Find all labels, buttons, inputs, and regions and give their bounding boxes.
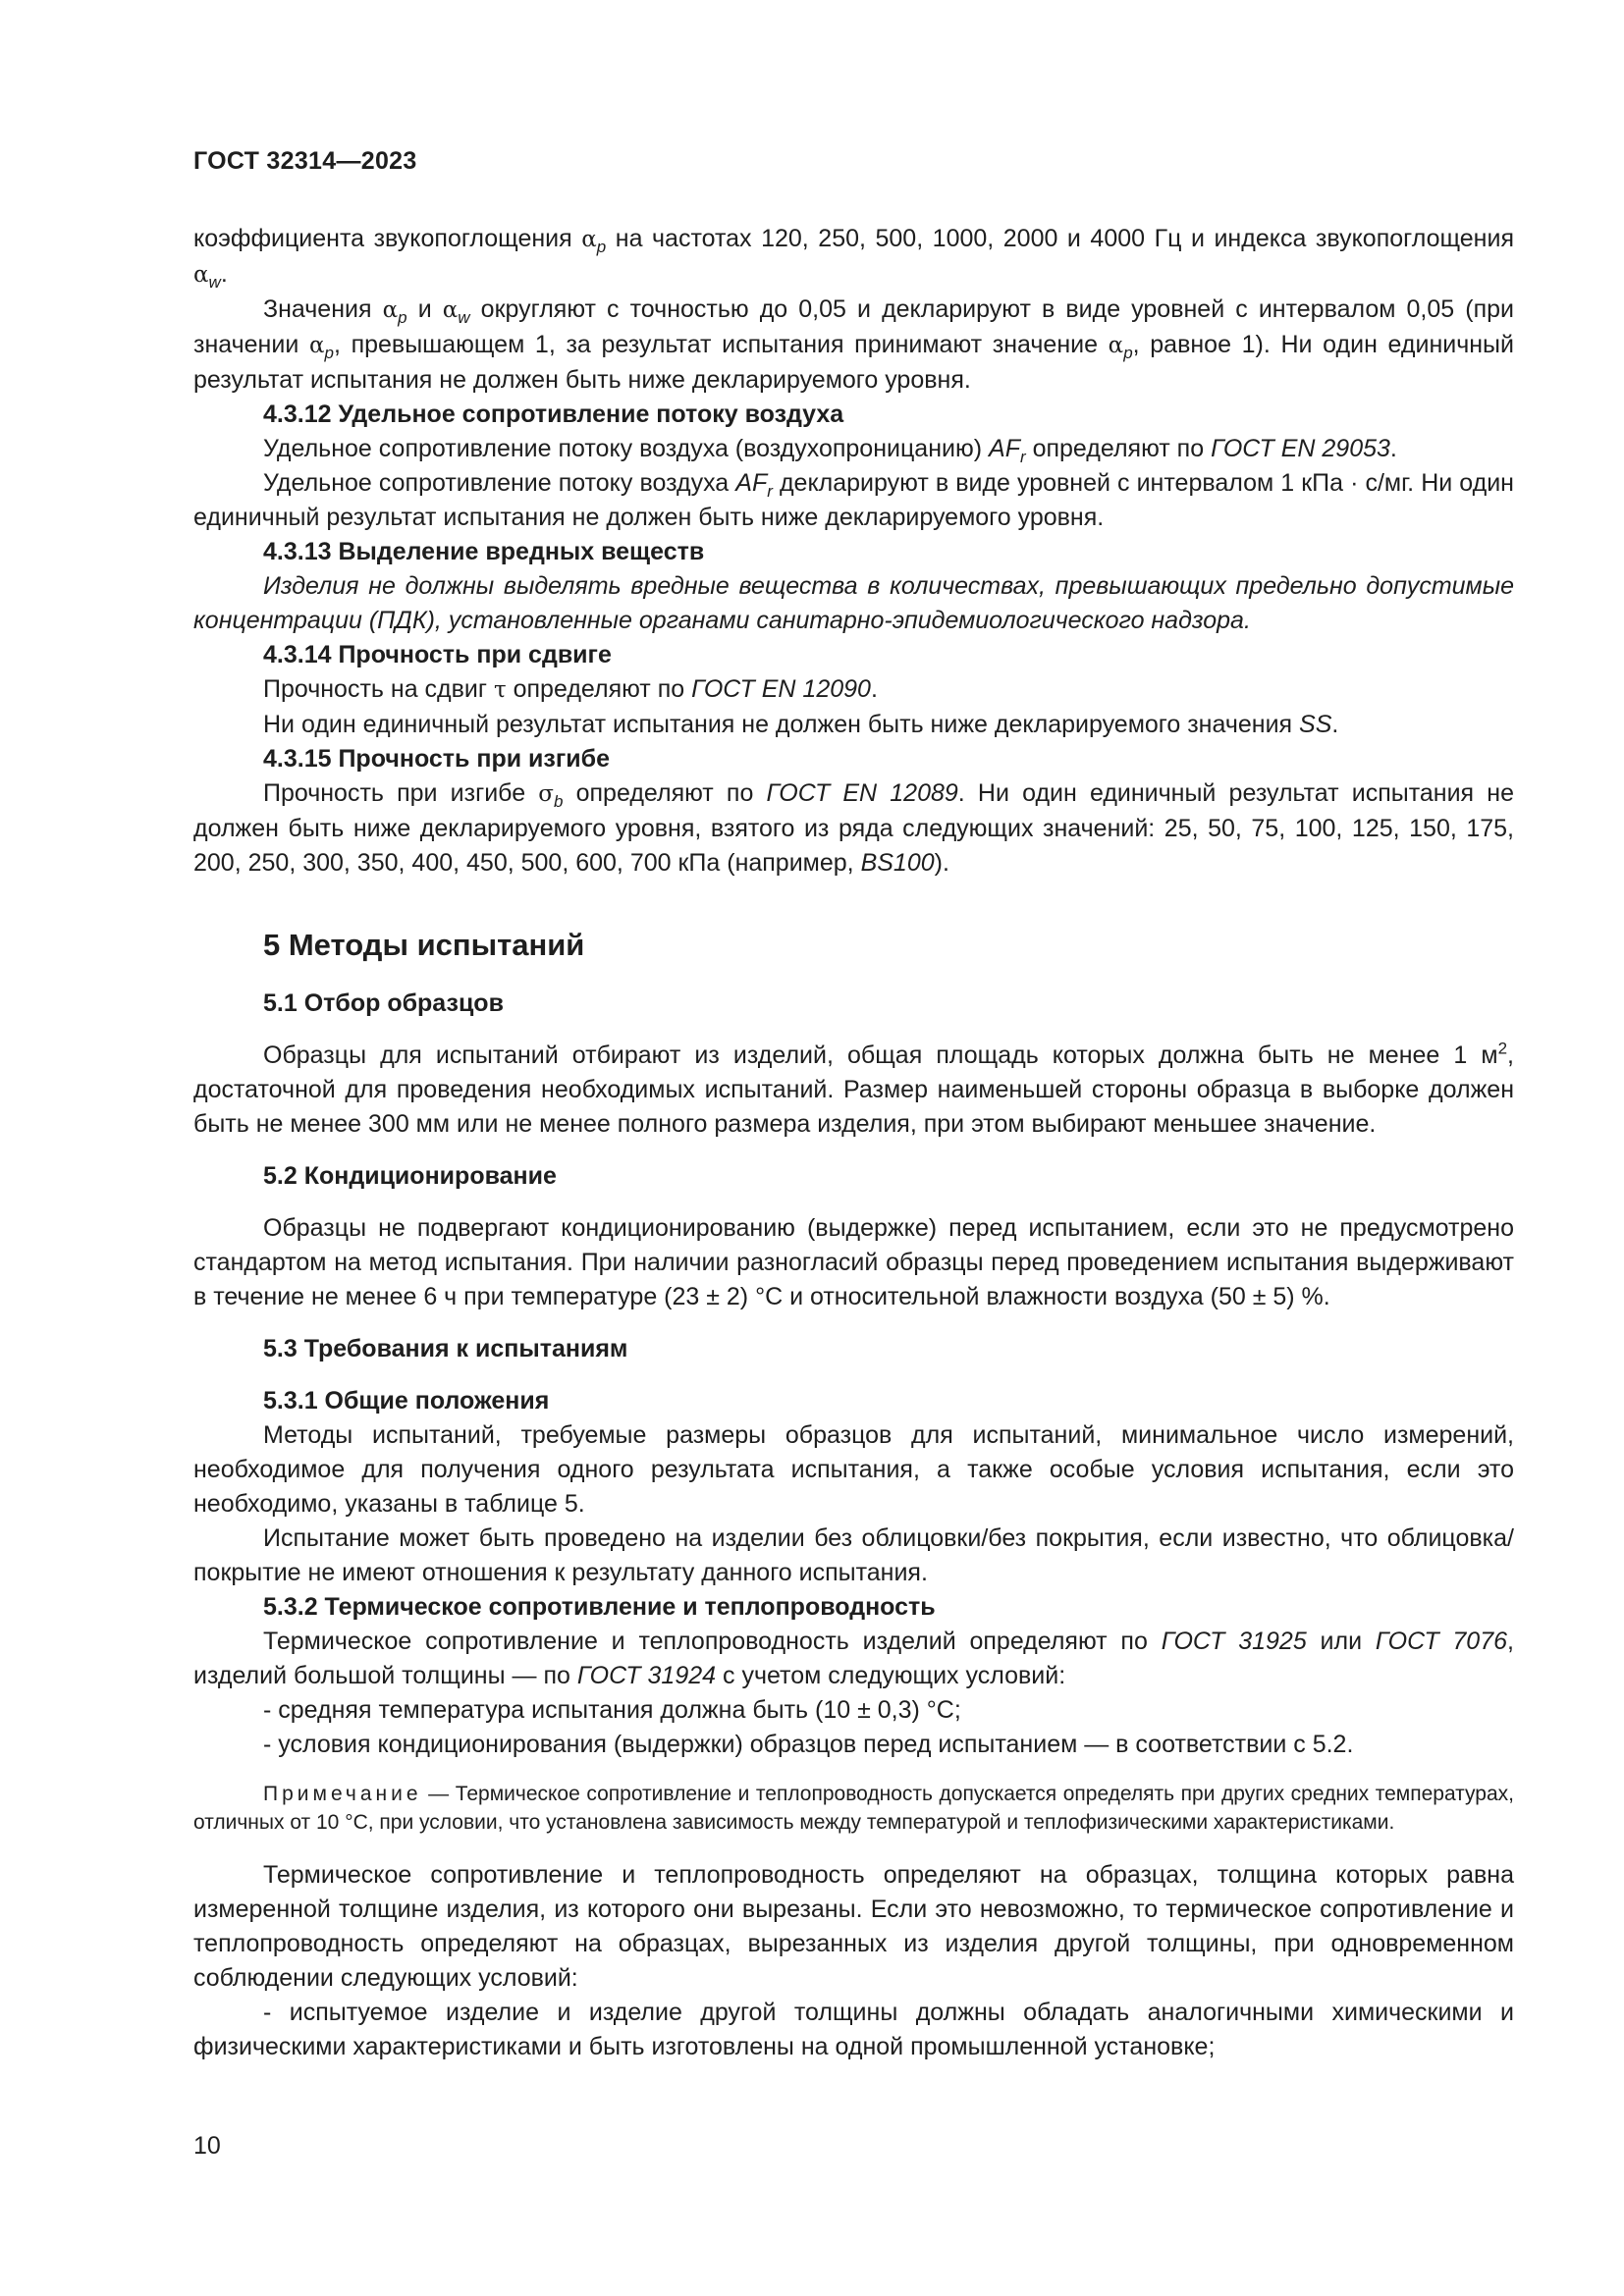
text: . xyxy=(1331,711,1339,738)
text: декларируют в виде уровней с интервалом 1 кПа · с/мг. Ни один единичный результат испытания не должен быть ниже декларируемого уровня. xyxy=(193,469,1514,531)
heading-5-2: 5.2 Кондиционирование xyxy=(263,1162,557,1190)
text: Прочность на сдвиг xyxy=(263,675,494,703)
subscript: p xyxy=(324,344,334,362)
symbol-alpha: α xyxy=(308,333,325,358)
paragraph-test-methods: Методы испытаний, требуемые размеры образцов для испытаний, минимальное число измерений, необходимое для получения одного результата испытания, а также особые условия испытания, если это необходимо, указаны в таблице 5. xyxy=(193,1421,1514,1518)
text: . xyxy=(870,675,878,703)
paragraph-rounding xyxy=(193,293,1514,398)
heading-4-3-13: 4.3.13 Выделение вредных веществ xyxy=(263,538,705,565)
standard-reference: ГОСТ 31925 xyxy=(1161,1628,1307,1655)
symbol-tau: τ xyxy=(493,677,507,703)
text: . xyxy=(220,260,228,288)
standard-reference: ГОСТ 31924 xyxy=(576,1662,717,1689)
text: Удельное сопротивление потоку воздуха xyxy=(263,469,736,497)
symbol-alpha: α xyxy=(581,227,597,252)
text: Прочность при изгибе xyxy=(263,779,539,807)
standard-reference: ГОСТ EN 12089 xyxy=(766,779,958,807)
paragraph-sound-absorption xyxy=(193,222,1514,293)
heading-5-3-2: 5.3.2 Термическое сопротивление и теплопроводность xyxy=(263,1593,936,1621)
document-body xyxy=(193,222,1514,2064)
paragraph-airflow-method xyxy=(193,432,1514,466)
heading-5-3-1: 5.3.1 Общие положения xyxy=(263,1387,550,1415)
text: . xyxy=(1389,435,1397,462)
text: определяют по xyxy=(563,779,767,807)
text: , изделий большой толщины — по xyxy=(193,1628,1514,1689)
paragraph-harmful-substances: Изделия не должны выделять вредные вещества в количествах, превышающих предельно допустимые концентрации (ПДК), установленные органами санитарно-эпидемиологического надзора. xyxy=(193,572,1514,634)
subscript: r xyxy=(1019,448,1026,466)
text: Значения xyxy=(263,295,383,323)
text: с учетом следующих условий: xyxy=(716,1662,1066,1689)
section-title-5: 5 Методы испытаний xyxy=(263,928,585,962)
subscript: p xyxy=(1123,344,1133,362)
note-text: — Термическое сопротивление и теплопроводность допускается определять при других средних температурах, отличных от 10 °С, при условии, что установлена зависимость между температурой и теплофизическими характеристиками. xyxy=(193,1783,1514,1834)
symbol-ss: SS xyxy=(1299,711,1332,738)
symbol-sigma: σ xyxy=(538,781,554,807)
subscript: b xyxy=(553,792,564,811)
text: Термическое сопротивление и теплопроводность изделий определяют по xyxy=(263,1628,1162,1655)
text: на частотах 120, 250, 500, 1000, 2000 и 4000 Гц и индекса звукопоглощения xyxy=(606,225,1514,252)
text: и xyxy=(406,295,443,323)
heading-5-3: 5.3 Требования к испытаниям xyxy=(263,1335,628,1362)
heading-5-1: 5.1 Отбор образцов xyxy=(263,989,504,1017)
standard-reference: ГОСТ EN 29053 xyxy=(1211,435,1390,462)
text: . Ни один единичный результат испытания не должен быть ниже декларируемого уровня, взятого из ряда следующих значений: 25, 50, 75, 100, 125, 150, 175, 200, 250, 300, 350, 400, 450, 500, 600, 700 кПа (например, xyxy=(193,779,1514,877)
symbol-af: AF xyxy=(735,469,768,497)
text: коэффициента звукопоглощения xyxy=(193,225,582,252)
paragraph-thermal-method xyxy=(193,1625,1514,1693)
superscript: 2 xyxy=(1497,1039,1508,1058)
paragraph-uncoated: Испытание может быть проведено на изделии без облицовки/без покрытия, если известно, что облицовка/покрытие не имеют отношения к результату данного испытания. xyxy=(193,1524,1514,1586)
text: Ни один единичный результат испытания не должен быть ниже декларируемого значения xyxy=(263,711,1300,738)
subscript: w xyxy=(208,273,221,292)
example-code: BS100 xyxy=(860,849,935,877)
paragraph-conditioning: Образцы не подвергают кондиционированию (выдержке) перед испытанием, если это не предусмотрено стандартом на метод испытания. При наличии разногласий образцы перед проведением испытания выдерживают в течение не менее 6 ч при температуре (23 ± 2) °С и относительной влажности воздуха (50 ± 5) %. xyxy=(193,1214,1514,1310)
subscript: r xyxy=(767,482,773,501)
text: Образцы для испытаний отбирают из изделий, общая площадь которых должна быть не менее 1 м xyxy=(263,1041,1498,1069)
list-item: - средняя температура испытания должна быть (10 ± 0,3) °С; xyxy=(263,1696,961,1724)
text: определяют по xyxy=(1025,435,1212,462)
symbol-alpha: α xyxy=(382,297,399,323)
text: округляют с точностью до 0,05 и декларируют в виде уровней с интервалом 0,05 (при значении xyxy=(193,295,1515,358)
text: ). xyxy=(934,849,949,877)
standard-reference: ГОСТ 7076 xyxy=(1375,1628,1508,1655)
text: , равное 1). Ни один единичный результат испытания не должен быть ниже декларируемого уровня. xyxy=(193,331,1514,394)
paragraph-bending xyxy=(193,776,1514,881)
text: или xyxy=(1306,1628,1376,1655)
text: определяют по xyxy=(506,675,692,703)
symbol-af: AF xyxy=(989,435,1020,462)
heading-4-3-14: 4.3.14 Прочность при сдвиге xyxy=(263,641,612,668)
subscript: p xyxy=(596,238,607,256)
symbol-alpha: α xyxy=(193,262,209,288)
symbol-alpha: α xyxy=(1108,333,1124,358)
standard-reference: ГОСТ EN 12090 xyxy=(691,675,871,703)
symbol-alpha: α xyxy=(442,297,459,323)
text: , достаточной для проведения необходимых испытаний. Размер наименьшей стороны образца в выборке должен быть не менее 300 мм или не менее полного размера изделия, при этом выбирают меньшее значение. xyxy=(193,1041,1514,1138)
list-item: - условия кондиционирования (выдержки) образцов перед испытанием — в соответствии с 5.2. xyxy=(263,1731,1354,1758)
paragraph-thermal-samples: Термическое сопротивление и теплопроводность определяют на образцах, толщина которых равна измеренной толщине изделия, из которого они вырезаны. Если это невозможно, то термическое сопротивление и теплопроводность определяют на образцах, вырезанных из изделия другой толщины, при одновременном соблюдении следующих условий: xyxy=(193,1861,1514,1992)
paragraph-airflow-declare xyxy=(193,466,1514,535)
page-number: 10 xyxy=(193,2132,221,2160)
subscript: p xyxy=(398,308,407,327)
paragraph-sampling xyxy=(193,1039,1514,1142)
text: Удельное сопротивление потоку воздуха (воздухопроницанию) xyxy=(263,435,990,462)
paragraph-shear-declare xyxy=(193,708,1514,742)
heading-4-3-12: 4.3.12 Удельное сопротивление потоку воздуха xyxy=(263,400,844,428)
text: , превышающем 1, за результат испытания принимают значение xyxy=(333,331,1109,358)
subscript: w xyxy=(458,308,470,327)
heading-4-3-15: 4.3.15 Прочность при изгибе xyxy=(263,745,610,773)
note-label: Примечание xyxy=(263,1783,422,1805)
document-header: ГОСТ 32314—2023 xyxy=(193,147,417,175)
note-paragraph xyxy=(193,1780,1514,1837)
list-item: - испытуемое изделие и изделие другой толщины должны обладать аналогичными химическими и физическими характеристиками и быть изготовлены на одной промышленной установке; xyxy=(193,1999,1514,2060)
paragraph-shear-method xyxy=(193,672,1514,708)
